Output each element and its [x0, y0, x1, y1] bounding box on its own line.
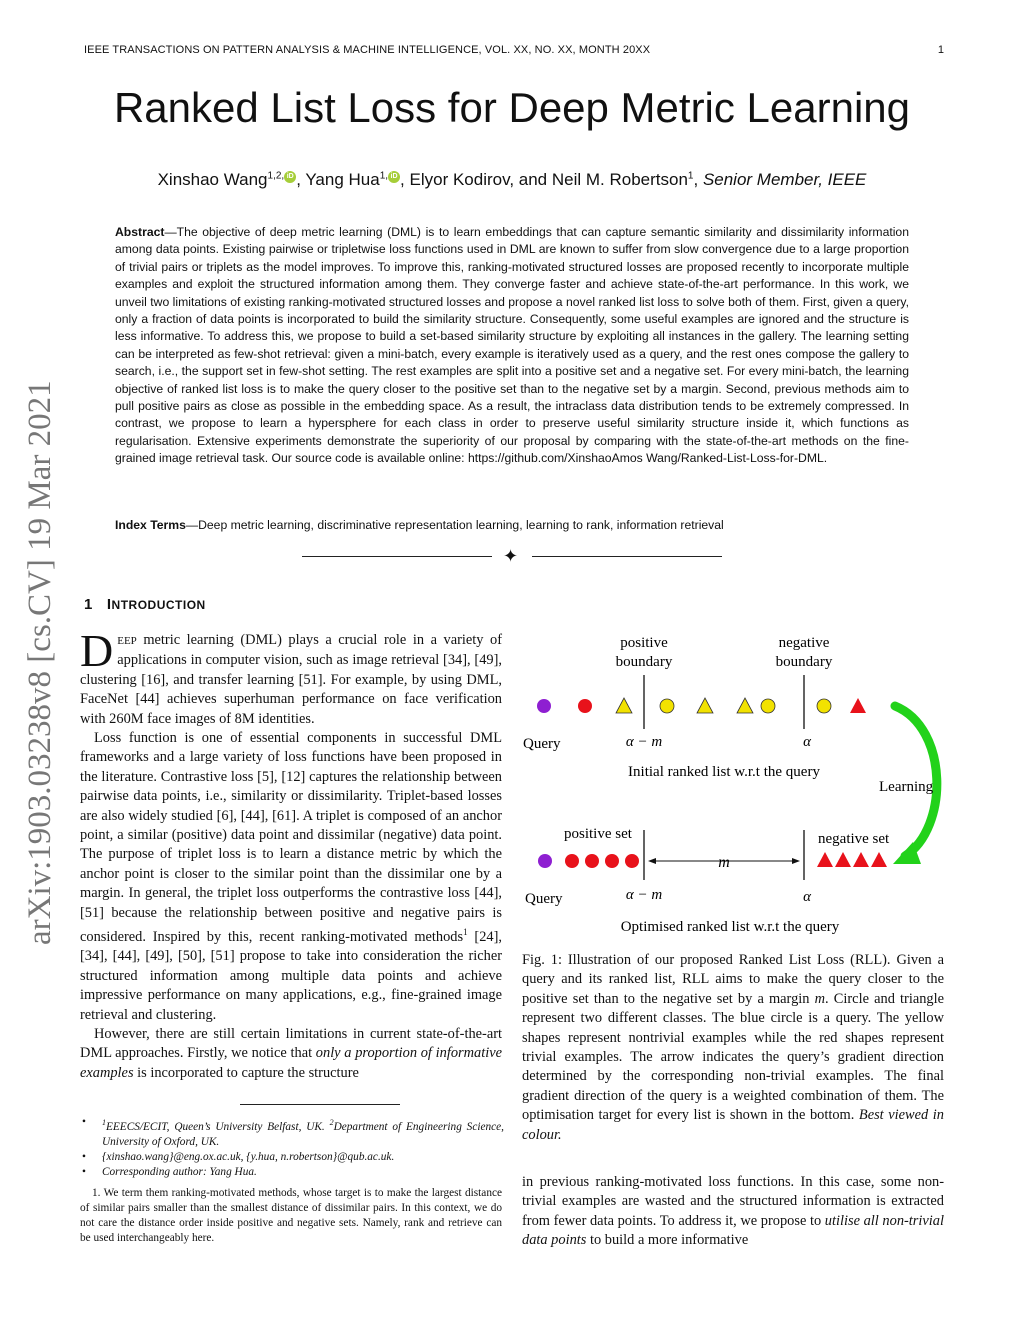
- abstract: [115, 224, 909, 468]
- caption-margin: m: [814, 990, 826, 1007]
- affil-text-1: EEECS/ECIT, Queen’s University Belfast, UK.: [106, 1120, 330, 1133]
- nontrivial-negative-triangle: [697, 698, 713, 713]
- orcid-icon[interactable]: iD: [284, 171, 296, 183]
- abstract-text: —The objective of deep metric learning (DML) is to learn embeddings that can capture semantic similarity and dissimilarity information among data points. Existing pairwise or tripletwise loss functions used in DML are known to suffer from slow convergence due to a large proportion of trivial pairs or triplets as the model improves. To improve this, ranking-motivated structured losses are proposed recently to incorporate multiple examples and exploit the structured information among them. They converge faster and achieve state-of-the-art performance. In this work, we unveil two limitations of existing ranking-motivated structured losses and propose a novel ranked list loss to solve both of them. First, given a query, only a fraction of data points is incorporated to build the similarity structure. Consequently, some useful examples are ignored and the structure is less informative. To address this, we propose to build a set-based similarity structure by exploiting all instances in the gallery. The learning setting can be interpreted as few-shot retrieval: given a mini-batch, every example is iteratively used as a query, and the rest ones compose the gallery to search, i.e., the support set in few-shot setting. The rest examples are split into a positive set and a negative set. For every mini-batch, the learning objective of ranked list loss is to make the query closer to the positive set than to the negative set by a margin. Second, previous methods aim to pull positive pairs as close as possible in the embedding space. As a result, the intraclass data distribution tends to be extremely compressed. In contrast, we propose to learn a hypersphere for each class in order to preserve useful similarity structure inside it, which functions as regularisation. Extensive experiments demonstrate the superiority of our proposal by comparing with the state-of-the-art methods on the fine-grained image retrieval task. Our source code is available online: https://github.com/XinshaoAmos Wang/Ranked-List-Loss-for-DML.: [115, 225, 909, 466]
- initial-list-label: Initial ranked list w.r.t the query: [628, 764, 820, 780]
- author-2: , Yang Hua: [296, 170, 380, 189]
- margin-label: m: [718, 854, 730, 871]
- nontrivial-positive-circle: [817, 699, 831, 713]
- alpha-top: α: [803, 734, 811, 750]
- section-divider: [302, 546, 722, 566]
- orcid-icon[interactable]: iD: [388, 171, 400, 183]
- dropcap: D: [80, 625, 114, 676]
- author-list: Xinshao Wang$^{1,2,}$ iD , Yang Hua$^{1,}$ iD , Elyor Kodirov, and Neil M. Robertson$^1$, Senior Member, IEEE: [157, 170, 867, 189]
- right-col-text-a: in previous ranking-motivated loss functions. In this case, some non-trivial examples are wasted and the structured information is extracted from fewer data points. To address it, we propose to: [522, 1174, 944, 1229]
- positive-set-circle: [625, 854, 639, 868]
- divider-star-icon: ✦: [503, 546, 519, 566]
- intro-p3-text-b: is incorporated to capture the structure: [133, 1064, 359, 1081]
- negative-set-triangle: [871, 852, 887, 867]
- positive-set-label: positive set: [564, 826, 632, 842]
- intro-p1-text: metric learning (DML) plays a crucial role in a variety of applications in computer vision, such as image retrieval [34], [49], clustering [16], and transfer learning [51]. For example, by using DML, FaceNet [44] achieves superhuman performance on face verification with 260M face images of 8M identities.: [80, 632, 502, 727]
- query-label-bottom: Query: [525, 891, 563, 907]
- positive-boundary-label-1: positive: [620, 635, 668, 651]
- caption-text-a: Fig. 1: Illustration of our proposed Ranked List Loss (RLL). Given a query and its ranked list, RLL aims to make the query closer to the positive set than to the negative set by a margin: [522, 952, 944, 1007]
- footnote-rule: [240, 1104, 400, 1105]
- negative-set-triangle: [835, 852, 851, 867]
- section-title-rest: NTRODUCTION: [111, 598, 206, 612]
- corresponding-author: • Corresponding author: Yang Hua.: [102, 1165, 504, 1180]
- affil-sup-2: 2: [329, 1118, 334, 1127]
- divider-line-left: [302, 556, 492, 557]
- margin-arrow-right-icon: [792, 858, 800, 864]
- alpha-bottom: α: [803, 889, 811, 905]
- positive-boundary-label-2: boundary: [615, 654, 673, 670]
- section-heading: [84, 596, 206, 613]
- index-terms-text: —Deep metric learning, discriminative representation learning, learning to rank, information retrieval: [185, 518, 724, 532]
- section-number: 1: [84, 596, 93, 613]
- page-number: 1: [937, 44, 944, 56]
- footnote-ref[interactable]: 1: [463, 927, 468, 938]
- footnote-1: 1. We term them ranking-motivated methods, whose target is to make the largest distance of similar pairs smaller than the smallest distance of dissimilar pairs. In this context, we do not care the distance order inside positive and negative sets. Namely, rank and retrieve can be used interchangeably here.: [80, 1187, 502, 1244]
- negative-set-triangle: [853, 852, 869, 867]
- intro-right-column: [522, 1173, 944, 1251]
- author-3-affil: 1: [687, 170, 694, 182]
- intro-p2-text-b: [24], [34], [44], [49], [50], [51] propose to take into consideration the richer structured information among multiple data points and achieve impressive performance on many applications, e.g., fine-grained image retrieval and clustering.: [80, 928, 503, 1023]
- alpha-minus-m-top: α − m: [625, 734, 663, 750]
- intro-smallcaps: EEP: [117, 635, 137, 647]
- negative-boundary-label-2: boundary: [775, 654, 833, 670]
- caption-text-b: . Circle and triangle represent two different classes. The blue circle is a query. The yellow shapes represent nontrivial examples while the red shapes represent trivial examples. The arrow indicates the query’s gradient direction determined by the corresponding non-trivial examples. The final gradient direction of the query is a weighted combination of them. The optimisation target for every list is shown in the bottom.: [522, 990, 944, 1124]
- positive-set-circle: [565, 854, 579, 868]
- trivial-positive-circle: [578, 699, 592, 713]
- intro-p3-emphasis: only a proportion of informative examples: [80, 1045, 502, 1081]
- author-2-affil: 1,: [379, 170, 389, 182]
- positive-set-circle: [585, 854, 599, 868]
- margin-arrow-left-icon: [648, 858, 656, 864]
- intro-left-column: [80, 625, 503, 1083]
- affil-text-2: Department of Engineering Science, University of Oxford, UK.: [102, 1120, 504, 1148]
- nontrivial-positive-circle: [761, 699, 775, 713]
- query-circle: [537, 699, 551, 713]
- intro-p3-text-a: However, there are still certain limitations in current state-of-the-art DML approaches. Firstly, we notice that: [80, 1025, 502, 1062]
- affiliation-1: [102, 1115, 504, 1150]
- intro-paragraph-2: [80, 729, 502, 1025]
- index-terms: [115, 518, 909, 532]
- nontrivial-negative-triangle: [616, 698, 632, 713]
- alpha-minus-m-bottom: α − m: [625, 887, 663, 903]
- right-col-text-b: to build a more informative: [586, 1232, 749, 1249]
- figure-caption: [522, 951, 944, 1145]
- positive-set-circle: [605, 854, 619, 868]
- nontrivial-negative-triangle: [737, 698, 753, 713]
- journal-header: IEEE TRANSACTIONS ON PATTERN ANALYSIS & MACHINE INTELLIGENCE, VOL. XX, NO. XX, MONTH 20XX: [84, 44, 651, 56]
- affiliations: [80, 1115, 504, 1180]
- abstract-label: Abstract: [115, 225, 165, 239]
- negative-set-label: negative set: [818, 831, 890, 847]
- negative-boundary-label-1: negative: [778, 635, 830, 651]
- intro-paragraph-3: [80, 1025, 502, 1083]
- query-label-top: Query: [523, 736, 561, 752]
- divider-line-right: [532, 556, 722, 557]
- arxiv-stamp: arXiv:1903.03238v8 [cs.CV] 19 Mar 2021: [22, 380, 58, 945]
- paper-title: Ranked List Loss for Deep Metric Learning: [113, 84, 911, 131]
- intro-paragraph-1: [80, 625, 502, 729]
- trivial-negative-triangle: [850, 698, 866, 713]
- index-terms-label: Index Terms: [115, 518, 186, 532]
- author-3: , Elyor Kodirov, and Neil M. Robertson: [400, 170, 688, 189]
- author-1-affil: 1,2,: [267, 170, 285, 182]
- section-title-first: I: [106, 596, 112, 613]
- affiliation-emails: • {xinshao.wang}@eng.ox.ac.uk, {y.hua, n.robertson}@qub.ac.uk.: [102, 1150, 504, 1165]
- caption-emphasis: Best viewed in colour.: [522, 1107, 944, 1143]
- figure-1: [517, 628, 947, 938]
- author-suffix: Senior Member, IEEE: [702, 170, 867, 189]
- negative-set-triangle: [817, 852, 833, 867]
- optimised-list-label: Optimised ranked list w.r.t the query: [620, 919, 840, 935]
- author-1: Xinshao Wang: [157, 170, 268, 189]
- nontrivial-positive-circle: [660, 699, 674, 713]
- affil-sup-1: 1: [102, 1118, 106, 1127]
- learning-label: Learning: [879, 779, 934, 795]
- intro-p2-text-a: Loss function is one of essential components in successful DML frameworks and a large variety of loss functions have been proposed in the literature. Contrastive loss [5], [12] captures the relationship between pairwise data points, i.e., similarity or dissimilarity. Triplet-based losses are also widely studied [6], [44], [61]. A triplet is composed of an anchor point, a similar (positive) data point and dissimilar (negative) data point. The purpose of triplet loss is to learn a distance metric by which the anchor point is closer to the similar point than the dissimilar one by a margin. In general, the triplet loss outperforms the contrastive loss [44], [51] because the relationship between positive and negative pairs is considered. Inspired by this, recent ranking-motivated methods: [80, 730, 502, 945]
- query-circle: [538, 854, 552, 868]
- right-col-emphasis: utilise all non-trivial data points: [522, 1212, 944, 1249]
